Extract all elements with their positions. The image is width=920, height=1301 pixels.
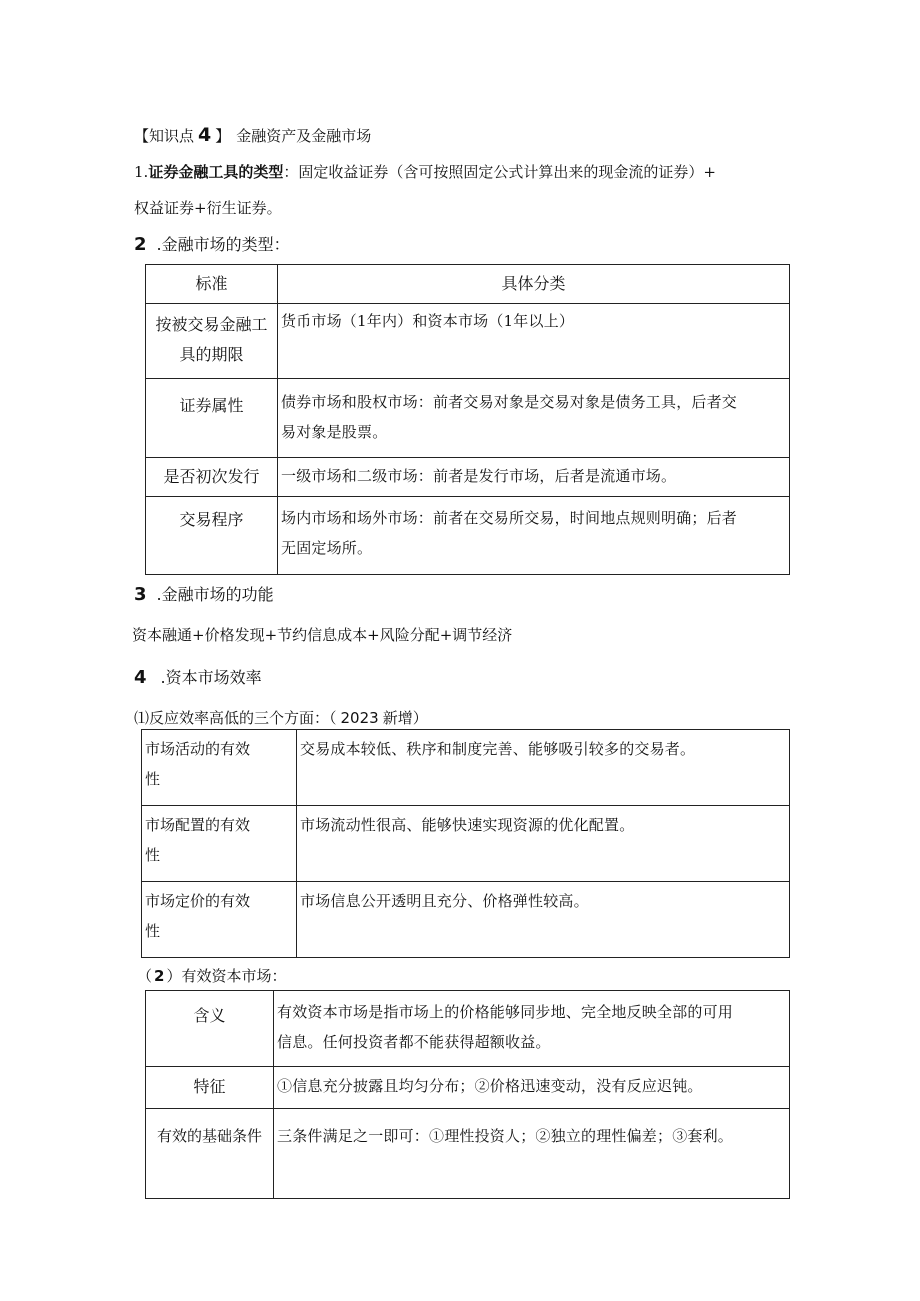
table-row-value [278, 379, 790, 458]
heading-bracket: 【知识点 [134, 127, 195, 145]
market-efficiency-table [141, 729, 790, 958]
section3-title-text: .金融市场的功能 [156, 585, 274, 604]
row-key-line: 性 [145, 770, 161, 788]
efficient-market-table [145, 990, 790, 1199]
table-row-key: 交易程序 [146, 497, 278, 575]
table-header-standard: 标准 [146, 265, 278, 304]
sub1-year: 2023 [340, 709, 379, 727]
table-row [146, 1109, 790, 1199]
sub2-paren: （ [137, 967, 153, 985]
section4-title [134, 667, 262, 689]
row-value-line: 债券市场和股权市场：前者交易对象是交易对象是债务工具，后者交 [281, 393, 738, 411]
table-header-row [146, 265, 790, 304]
row-key-line: 性 [145, 922, 161, 940]
table-row [146, 458, 790, 497]
section2-title [134, 234, 290, 256]
table-row-key: 是否初次发行 [146, 458, 278, 497]
table-row-key [142, 806, 297, 882]
section4-number: 4 [134, 667, 147, 688]
table-row-key [142, 730, 297, 806]
section4-title-text: .资本市场效率 [160, 668, 262, 687]
row-key-line: 性 [145, 846, 161, 864]
section2-number: 2 [134, 234, 147, 255]
table-row-key: 特征 [146, 1067, 274, 1109]
table-row-key: 含义 [146, 991, 274, 1067]
row-value-line: 易对象是股票。 [281, 423, 388, 441]
row-value-line: 无固定场所。 [281, 539, 373, 557]
table-row-key [142, 882, 297, 958]
table-row-value [278, 304, 790, 379]
table-row-value: 三条件满足之一即可：①理性投资人；②独立的理性偏差；③套利。 [274, 1109, 790, 1199]
sub2-label-text: ）有效资本市场： [166, 967, 287, 985]
sub1-label-text: ⑴反应效率高低的三个方面：（ [134, 709, 337, 727]
table-row [146, 497, 790, 575]
section1-text: ：固定收益证券（含可按照固定公式计算出来的现金流的证券）+ [283, 163, 716, 181]
knowledge-point-heading [134, 124, 371, 147]
table-row [146, 304, 790, 379]
row-value-line: 信息。任何投资者都不能获得超额收益。 [277, 1033, 551, 1051]
row-key-line: 市场配置的有效 [145, 816, 251, 834]
table-row-value: 市场信息公开透明且充分、价格弹性较高。 [297, 882, 790, 958]
table-row-value: ①信息充分披露且均匀分布；②价格迅速变动，没有反应迟钝。 [274, 1067, 790, 1109]
section1-prefix: 1. [134, 163, 149, 181]
table-row-value: 交易成本较低、秩序和制度完善、能够吸引较多的交易者。 [297, 730, 790, 806]
table-row-key [146, 304, 278, 379]
table-row [146, 379, 790, 458]
sub2-number: 2 [154, 967, 165, 985]
table-row-value [274, 991, 790, 1067]
section1-label: 证券金融工具的类型 [148, 163, 284, 181]
table-row-key: 证券属性 [146, 379, 278, 458]
table-row-key: 有效的基础条件 [146, 1109, 274, 1199]
row-key-line: 具的期限 [179, 345, 244, 364]
table-row-value: 一级市场和二级市场：前者是发行市场，后者是流通市场。 [278, 458, 790, 497]
section4-sub2-label [137, 965, 286, 987]
row-key-line: 市场活动的有效 [145, 740, 251, 758]
table-header-category: 具体分类 [278, 265, 790, 304]
table-row [142, 806, 790, 882]
row-key-line: 市场定价的有效 [145, 892, 251, 910]
table-row [142, 882, 790, 958]
section3-text: 资本融通+价格发现+节约信息成本+风险分配+调节经济 [132, 626, 513, 644]
heading-bracket-close: 】 [215, 127, 231, 145]
market-types-table [145, 264, 790, 575]
table-row-value: 市场流动性很高、能够快速实现资源的优化配置。 [297, 806, 790, 882]
section1-line2: 权益证券+衍生证券。 [134, 199, 282, 217]
section4-sub1-label [134, 707, 428, 729]
row-value-line: 有效资本市场是指市场上的价格能够同步地、完全地反映全部的可用 [277, 1003, 734, 1021]
section3-number: 3 [134, 584, 147, 605]
row-key-line: 按被交易金融工 [155, 315, 268, 334]
section3-title [134, 584, 274, 606]
heading-title: 金融资产及金融市场 [236, 127, 372, 145]
section2-title-text: .金融市场的类型： [156, 235, 290, 254]
table-row [146, 1067, 790, 1109]
sub1-tail: 新增） [382, 709, 428, 727]
row-value-line: 货币市场（1年内）和资本市场（1年以上） [281, 312, 575, 330]
table-row [142, 730, 790, 806]
section1-line1 [134, 161, 716, 183]
table-row [146, 991, 790, 1067]
heading-number: 4 [198, 124, 212, 146]
row-value-line: 场内市场和场外市场：前者在交易所交易，时间地点规则明确；后者 [281, 509, 738, 527]
table-row-value [278, 497, 790, 575]
